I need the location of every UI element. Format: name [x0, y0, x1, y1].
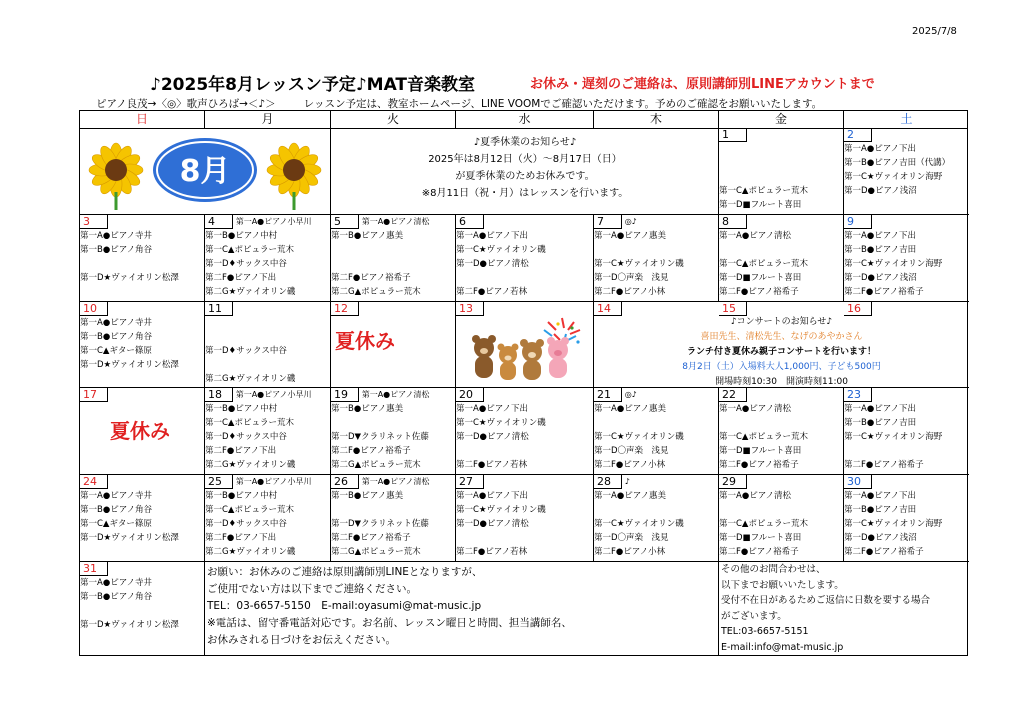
day-cell [80, 388, 205, 475]
footer-phone: TEL:03-6657-5151 [721, 626, 809, 637]
weekday-tue: 火 [331, 111, 456, 128]
lesson-entry: 第一D■フルート喜田 [719, 446, 802, 456]
day-number: 12 [331, 302, 359, 316]
lesson-entry: 第一A●ピアノ下出 [844, 491, 917, 501]
lesson-entry: 第一B●ピアノ吉田 [844, 245, 917, 255]
day-number: 10 [80, 302, 108, 316]
day-number: 11 [205, 302, 233, 316]
lesson-entry: 第一B●ピアノ吉田（代講） [844, 158, 951, 168]
weekday-sat: 土 [900, 112, 913, 126]
day-number: 3 [80, 215, 108, 229]
day-cell [719, 215, 844, 302]
day-number: 27 [456, 475, 484, 489]
concert-notice [594, 302, 969, 388]
lesson-entry: 第一A●ピアノ下出 [456, 491, 529, 501]
lesson-entry: 第一B●ピアノ中村 [205, 491, 278, 501]
lesson-entry: 第一D■フルート喜田 [719, 533, 802, 543]
lesson-entry: 第一C▲ポピュラー荒木 [719, 519, 808, 529]
lesson-entry: 第一B●ピアノ中村 [205, 231, 278, 241]
lesson-entry: 第二G★ヴァイオリン磯 [205, 374, 296, 384]
day-cell [80, 215, 205, 302]
footer-line: お休みされる日づけをお伝えください。 [207, 634, 396, 646]
concert-performers: 喜田先生、清松先生、なげのあやかさん [700, 332, 863, 342]
sunflower-icon [89, 143, 143, 210]
day-number: 23 [844, 388, 872, 402]
day-cell [456, 302, 594, 388]
footer-line: 受付不在日があるためご返信に日数を要する場合 [721, 595, 931, 606]
general-inquiry-info [719, 562, 969, 655]
lesson-entry: 第一C★ヴァイオリン磯 [456, 245, 546, 255]
concert-price: 8月2日（土）入場料大人1,000円、子ども500円 [682, 362, 881, 372]
lesson-entry: 第二G▲ポピュラー荒木 [331, 460, 421, 470]
summer-break-label: 夏休み [110, 419, 170, 443]
lesson-entry: 第一B●ピアノ中村 [205, 404, 278, 414]
day-number: 25 [205, 475, 233, 489]
summer-notice-line3: ※8月11日（祝・月）はレッスンを行います。 [421, 188, 629, 199]
day-cell [205, 475, 331, 562]
sunflower-banner [80, 128, 331, 215]
day-number: 2 [844, 128, 872, 142]
lesson-entry: 第一C★ヴァイオリン磯 [594, 259, 684, 269]
lesson-entry: 第一C★ヴァイオリン磯 [456, 418, 546, 428]
day-number: 20 [456, 388, 484, 402]
day-cell [844, 128, 969, 215]
absence-contact-info [205, 562, 719, 655]
lesson-entry: 第一D●ピアノ清松 [456, 432, 529, 442]
concert-title: ♪コンサートのお知らせ♪ [730, 317, 833, 327]
day-cell [331, 302, 456, 388]
lesson-entry: 第一A●ピアノ下出 [456, 231, 529, 241]
lesson-entry: 第一D♦サックス中谷 [205, 259, 287, 269]
day-number: 17 [80, 388, 108, 402]
page-title: ♪2025年8月レッスン予定♪MAT音楽教室 [150, 75, 476, 95]
day-cell [594, 388, 719, 475]
lesson-entry: 第一B●ピアノ角谷 [80, 332, 153, 342]
day-cell [719, 128, 844, 215]
lesson-entry: 第一D〇声楽 浅見 [594, 446, 669, 456]
day-number: 8 [719, 215, 747, 229]
sunflower-icon [267, 143, 321, 210]
lesson-entry: 第二F●ピアノ裕希子 [844, 460, 924, 470]
day-cell [331, 388, 456, 475]
lesson-entry: 第一D■フルート喜田 [719, 273, 802, 283]
lesson-entry: 第二F●ピアノ下出 [205, 446, 277, 456]
lesson-entry: 第二G★ヴァイオリン磯 [205, 460, 296, 470]
lesson-entry: 第一B●ピアノ惠美 [331, 491, 404, 501]
day-number: 26 [331, 475, 359, 489]
weekday-header [80, 111, 967, 129]
day-cell [844, 388, 969, 475]
lesson-entry: 第一C▲ポピュラー荒木 [205, 505, 294, 515]
lesson-entry: 第一D♦サックス中谷 [205, 519, 287, 529]
lesson-entry: 第一A●ピアノ寺井 [80, 578, 153, 588]
lesson-entry: 第一D〇声楽 浅見 [594, 273, 669, 283]
lesson-entry: 第一A●ピアノ下出 [844, 404, 917, 414]
lesson-entry: 第一B●ピアノ角谷 [80, 245, 153, 255]
summer-notice-line1: 2025年は8月12日（火）～8月17日（日） [428, 154, 622, 165]
day-cell [80, 475, 205, 562]
lesson-entry: 第一C★ヴァイオリン海野 [844, 519, 943, 529]
lesson-entry: 第一C▲ポピュラー荒木 [719, 186, 808, 196]
bear-icon [472, 335, 496, 378]
day-cell [456, 475, 594, 562]
lesson-entry: 第一A●ピアノ清松 [361, 390, 430, 399]
lesson-entry: 第一B●ピアノ惠美 [331, 231, 404, 241]
lesson-entry: 第一A●ピアノ下出 [844, 231, 917, 241]
bears-celebration-illustration [456, 316, 594, 386]
day-cell [844, 475, 969, 562]
summer-notice [331, 128, 719, 215]
lesson-entry: 第一D★ヴァイオリン松澤 [80, 533, 179, 543]
day-cell [80, 562, 205, 655]
day-number: 21 [594, 388, 622, 402]
lesson-entry: 第一B●ピアノ吉田 [844, 505, 917, 515]
day-cell [594, 475, 719, 562]
lesson-entry: 第一C▲ギター篠原 [80, 519, 152, 529]
day-number: 31 [80, 562, 108, 576]
lesson-entry: 第一D■フルート喜田 [719, 200, 802, 210]
lesson-entry: 第一A●ピアノ下出 [456, 404, 529, 414]
lesson-entry: 第一B●ピアノ角谷 [80, 592, 153, 602]
lesson-entry: 第一D▼クラリネット佐藤 [331, 519, 429, 529]
lesson-entry: 第二F●ピアノ裕希子 [331, 273, 411, 283]
lesson-entry: 第一A●ピアノ惠美 [594, 491, 667, 501]
lesson-entry: 第二F●ピアノ下出 [205, 273, 277, 283]
lesson-entry: 第一A●ピアノ小早川 [235, 477, 312, 486]
day-number: 24 [80, 475, 108, 489]
weekday-wed: 水 [456, 111, 594, 128]
lesson-entry: 第二F●ピアノ若林 [456, 287, 528, 297]
lesson-entry: 第一A●ピアノ小早川 [235, 217, 312, 226]
day-cell [80, 302, 205, 388]
lesson-entry: 第一D★ヴァイオリン松澤 [80, 360, 179, 370]
day-cell [594, 215, 719, 302]
day-number: 29 [719, 475, 747, 489]
lesson-entry: 第一D★ヴァイオリン松澤 [80, 620, 179, 630]
lesson-entry: 第一A●ピアノ清松 [361, 217, 430, 226]
footer-email: E-mail:info@mat-music.jp [721, 641, 844, 653]
lesson-entry: 第一C★ヴァイオリン磯 [456, 505, 546, 515]
weekday-mon: 月 [205, 111, 331, 128]
lesson-entry: 第一B●ピアノ惠美 [331, 404, 404, 414]
day-cell [205, 388, 331, 475]
lesson-entry: 第一D●ピアノ浅沼 [844, 533, 917, 543]
day-number: 5 [331, 215, 359, 229]
lesson-entry: 第一B●ピアノ吉田 [844, 418, 917, 428]
footer-line: その他のお問合わせは、 [721, 564, 826, 575]
schedule-info-text: レッスン予定は、教室ホームページ、LINE VOOMでご確認いただけます。予めのご確認をお願いいたします。 [303, 98, 823, 110]
lesson-entry: 第二F●ピアノ裕希子 [719, 547, 799, 557]
day-cell [456, 388, 594, 475]
lesson-entry: 第一A●ピアノ清松 [719, 231, 792, 241]
legend-text: ピアノ良茂→〈◎〉歌声ひろば→＜♪＞ [96, 98, 276, 110]
pig-icon [547, 337, 569, 378]
lesson-entry: 第一C▲ポピュラー荒木 [719, 259, 808, 269]
day-number: 15 [719, 302, 747, 316]
lesson-entry: 第二G★ヴァイオリン磯 [205, 287, 296, 297]
bear-icon [520, 339, 544, 380]
lesson-entry: 第一D♦サックス中谷 [205, 432, 287, 442]
lesson-entry: 第一D●ピアノ清松 [456, 259, 529, 269]
lesson-entry: 第一D♦サックス中谷 [205, 346, 287, 356]
lesson-entry: 第一A●ピアノ清松 [361, 477, 430, 486]
day-marker: ♪ [624, 477, 630, 486]
day-cell [331, 475, 456, 562]
footer-phone-email: TEL：03-6657-5150 E-mail:oyasumi@mat-music.jp [207, 600, 482, 612]
concert-times: 開場時刻10:30 開演時刻11:00 [715, 377, 848, 387]
day-cell [844, 215, 969, 302]
lesson-entry: 第一C★ヴァイオリン磯 [594, 519, 684, 529]
lesson-entry: 第二F●ピアノ裕希子 [719, 460, 799, 470]
lesson-entry: 第一C▲ポピュラー荒木 [205, 245, 294, 255]
day-cell [719, 388, 844, 475]
lesson-entry: 第一D〇声楽 浅見 [594, 533, 669, 543]
lesson-entry: 第二F●ピアノ小林 [594, 460, 666, 470]
lesson-entry: 第二F●ピアノ小林 [594, 547, 666, 557]
lesson-entry: 第二F●ピアノ裕希子 [331, 533, 411, 543]
lesson-entry: 第二G▲ポピュラー荒木 [331, 547, 421, 557]
bear-icon [498, 344, 519, 381]
day-cell [719, 475, 844, 562]
summer-break-label: 夏休み [335, 329, 395, 353]
footer-line: お願い：お休みのご連絡は原則講師別LINEとなりますが、 [207, 566, 483, 578]
footer-line: ご使用でない方は以下までご連絡ください。 [207, 583, 417, 595]
lesson-entry: 第一D●ピアノ清松 [456, 519, 529, 529]
month-badge-text: 8月 [179, 154, 231, 189]
lesson-entry: 第二F●ピアノ若林 [456, 460, 528, 470]
lesson-entry: 第一A●ピアノ寺井 [80, 491, 153, 501]
day-number: 13 [456, 302, 484, 316]
concert-description: ランチ付き夏休み親子コンサートを行います！ [686, 347, 876, 357]
lesson-entry: 第一A●ピアノ清松 [719, 404, 792, 414]
lesson-entry: 第一A●ピアノ惠美 [594, 231, 667, 241]
lesson-entry: 第一C★ヴァイオリン磯 [594, 432, 684, 442]
day-cell [456, 215, 594, 302]
day-marker: ◎♪ [624, 217, 637, 226]
lesson-entry: 第一C▲ギター篠原 [80, 346, 152, 356]
lesson-entry: 第二F●ピアノ小林 [594, 287, 666, 297]
day-cell [331, 215, 456, 302]
day-number: 4 [205, 215, 233, 229]
lesson-entry: 第一A●ピアノ小早川 [235, 390, 312, 399]
weekday-thu: 木 [594, 111, 719, 128]
summer-notice-title: ♪夏季休業のお知らせ♪ [473, 137, 577, 148]
day-number: 7 [594, 215, 622, 229]
day-number: 22 [719, 388, 747, 402]
lesson-entry: 第二F●ピアノ若林 [456, 547, 528, 557]
footer-line: がございます。 [721, 610, 787, 622]
contact-note: お休み・遅刻のご連絡は、原則講師別LINEアカウントまで [530, 77, 875, 92]
weekday-sun: 日 [80, 111, 205, 128]
day-number: 14 [594, 302, 622, 316]
day-number: 16 [844, 302, 872, 316]
day-number: 1 [719, 128, 747, 142]
lesson-entry: 第一C▲ポピュラー荒木 [719, 432, 808, 442]
day-marker: ◎♪ [624, 390, 637, 399]
weekday-fri: 金 [719, 111, 844, 128]
summer-notice-line2: が夏季休業のためお休みです。 [455, 171, 595, 182]
lesson-entry: 第一A●ピアノ寺井 [80, 318, 153, 328]
footer-line: ※電話は、留守番電話対応です。お名前、レッスン曜日と時間、担当講師名、 [207, 617, 572, 629]
lesson-entry: 第一D●ピアノ浅沼 [844, 273, 917, 283]
footer-line: 以下までお願いいたします。 [721, 579, 844, 591]
lesson-entry: 第二F●ピアノ下出 [205, 533, 277, 543]
lesson-entry: 第二G▲ポピュラー荒木 [331, 287, 421, 297]
lesson-entry: 第一A●ピアノ寺井 [80, 231, 153, 241]
lesson-entry: 第一C★ヴァイオリン海野 [844, 432, 943, 442]
day-cell [205, 215, 331, 302]
lesson-entry: 第一A●ピアノ惠美 [594, 404, 667, 414]
lesson-entry: 第一A●ピアノ清松 [719, 491, 792, 501]
day-number: 6 [456, 215, 484, 229]
calendar [79, 110, 968, 656]
day-number: 30 [844, 475, 872, 489]
lesson-entry: 第一B●ピアノ角谷 [80, 505, 153, 515]
print-date: 2025/7/8 [912, 26, 957, 37]
day-number: 28 [594, 475, 622, 489]
lesson-entry: 第二F●ピアノ裕希子 [719, 287, 799, 297]
lesson-entry: 第一D★ヴァイオリン松澤 [80, 273, 179, 283]
lesson-entry: 第二F●ピアノ裕希子 [844, 287, 924, 297]
lesson-entry: 第一D●ピアノ浅沼 [844, 186, 917, 196]
subheader [96, 96, 822, 111]
day-number: 18 [205, 388, 233, 402]
day-number: 19 [331, 388, 359, 402]
month-banner [80, 128, 331, 215]
day-number: 9 [844, 215, 872, 229]
lesson-entry: 第一A●ピアノ下出 [844, 144, 917, 154]
lesson-entry: 第一D▼クラリネット佐藤 [331, 432, 429, 442]
lesson-entry: 第一C★ヴァイオリン海野 [844, 259, 943, 269]
lesson-entry: 第一C▲ポピュラー荒木 [205, 418, 294, 428]
lesson-entry: 第二F●ピアノ裕希子 [844, 547, 924, 557]
day-cell [205, 302, 331, 388]
lesson-entry: 第二G★ヴァイオリン磯 [205, 547, 296, 557]
lesson-entry: 第二F●ピアノ裕希子 [331, 446, 411, 456]
lesson-entry: 第一C★ヴァイオリン海野 [844, 172, 943, 182]
